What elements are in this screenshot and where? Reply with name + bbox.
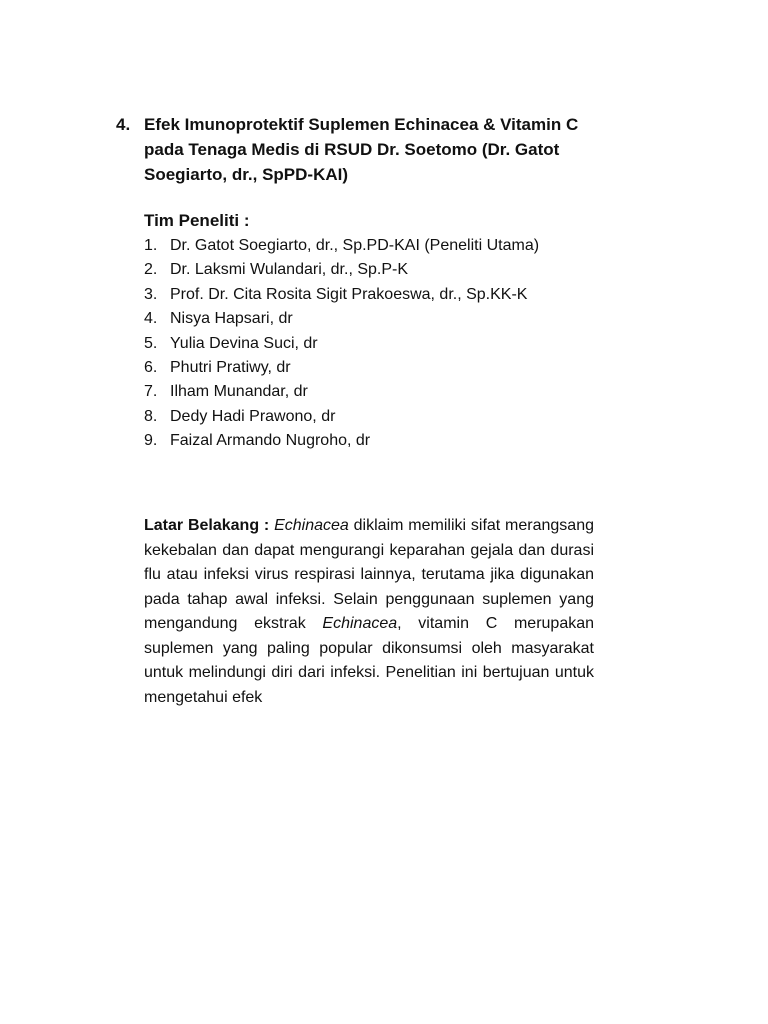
section-heading bbox=[116, 112, 596, 187]
background-label: Latar Belakang : bbox=[144, 517, 270, 534]
background-paragraph bbox=[144, 514, 594, 710]
team-label: Tim Peneliti : bbox=[144, 211, 250, 230]
list-item bbox=[144, 405, 539, 429]
section-number: 4. bbox=[116, 115, 131, 134]
list-item-name: Phutri Pratiwy, dr bbox=[170, 359, 291, 377]
list-item-number: 4. bbox=[144, 310, 158, 328]
team-member-list bbox=[144, 234, 539, 454]
list-item-name: Dr. Laksmi Wulandari, dr., Sp.P-K bbox=[170, 261, 409, 279]
list-item-number: 1. bbox=[144, 237, 158, 254]
list-item bbox=[144, 380, 539, 404]
list-item bbox=[144, 429, 539, 453]
list-item-number: 6. bbox=[144, 359, 158, 377]
list-item-number: 2. bbox=[144, 261, 158, 279]
list-item-number: 7. bbox=[144, 383, 158, 401]
list-item bbox=[144, 307, 539, 331]
list-item bbox=[144, 356, 539, 380]
list-item-number: 9. bbox=[144, 432, 158, 450]
list-item-name: Dedy Hadi Prawono, dr bbox=[170, 407, 336, 425]
background-text-part-1: diklaim memiliki sifat merangsang kekebalan dan dapat mengurangi keparahan gejala dan durasi flu atau infeksi virus respirasi lainnya, terutama jika digunakan pada tahap awal infeksi. Selain penggunaan suplemen yang mengandung ekstrak bbox=[144, 517, 595, 632]
list-item bbox=[144, 234, 539, 258]
list-item bbox=[144, 332, 539, 356]
list-item-number: 5. bbox=[144, 334, 158, 352]
background-text-part-2: , vitamin C merupakan suplemen yang paling popular dikonsumsi oleh masyarakat untuk melindungi diri dari infeksi. Penelitian ini bertujuan untuk mengetahui efek bbox=[144, 615, 595, 706]
background-term: Echinacea bbox=[274, 517, 349, 534]
list-item-name: Faizal Armando Nugroho, dr bbox=[170, 432, 371, 450]
list-item-number: 3. bbox=[144, 285, 158, 303]
list-item-name: Ilham Munandar, dr bbox=[170, 383, 308, 401]
list-item-number: 8. bbox=[144, 407, 158, 425]
list-item-name: Dr. Gatot Soegiarto, dr., Sp.PD-KAI (Peneliti Utama) bbox=[170, 237, 540, 254]
list-item-name: Nisya Hapsari, dr bbox=[170, 310, 293, 328]
background-term-2: Echinacea bbox=[322, 615, 398, 632]
list-item bbox=[144, 258, 539, 282]
list-item-name: Prof. Dr. Cita Rosita Sigit Prakoeswa, dr., Sp.KK-K bbox=[170, 285, 528, 303]
list-item bbox=[144, 283, 539, 307]
list-item-name: Yulia Devina Suci, dr bbox=[170, 334, 318, 352]
section-title: Efek Imunoprotektif Suplemen Echinacea & Vitamin C pada Tenaga Medis di RSUD Dr. Soetomo (Dr. Gatot Soegiarto, dr., SpPD-KAI) bbox=[144, 115, 579, 184]
